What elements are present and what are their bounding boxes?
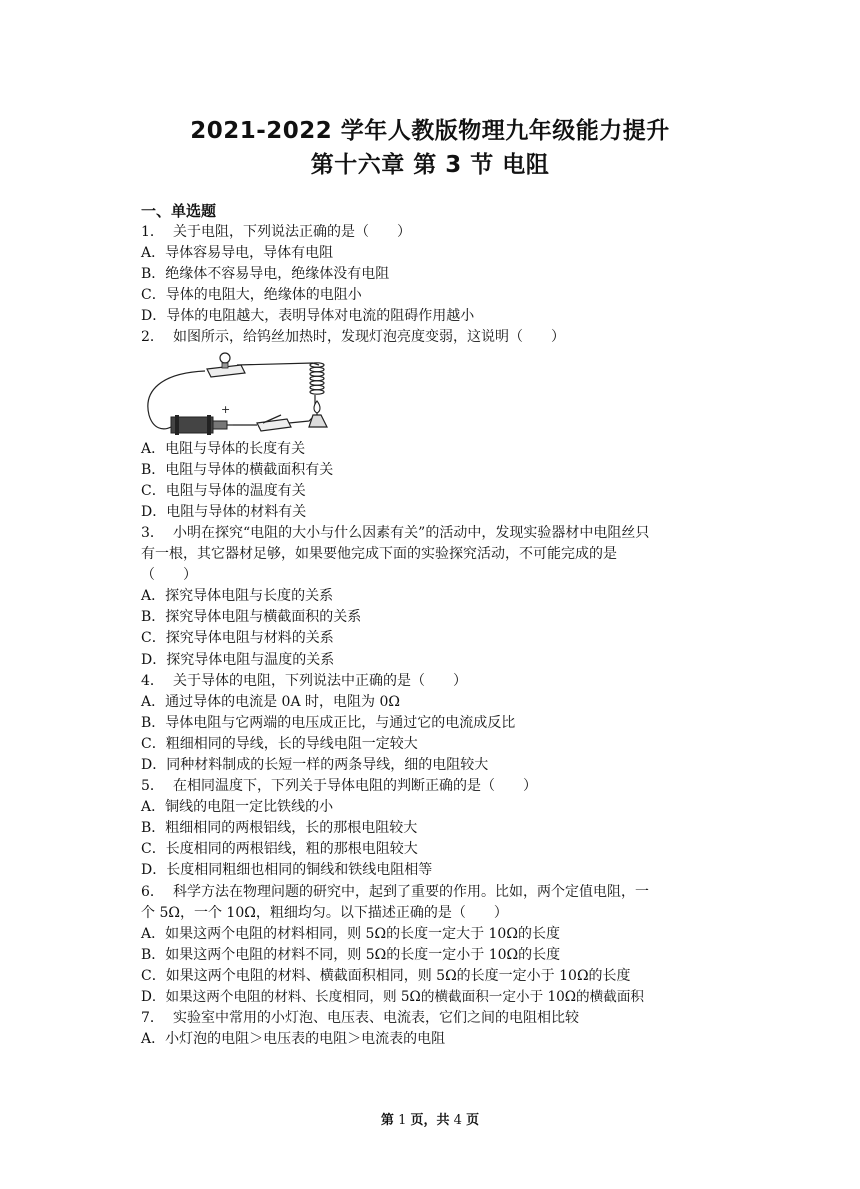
option-b: B．绝缘体不容易导电，绝缘体没有电阻 (141, 266, 390, 283)
option-d: D．导体的电阻越大，表明导体对电流的阻碍作用越小 (141, 308, 475, 325)
question-content (141, 200, 741, 1050)
question-stem (141, 327, 741, 348)
footer-middle: 页，共 (410, 1113, 450, 1128)
option-a: A．铜线的电阻一定比铁线的小 (141, 799, 334, 816)
question-number: 1． (141, 224, 164, 240)
page-footer (0, 1112, 860, 1130)
footer-total-pages: 4 (453, 1113, 462, 1128)
question-number: 3． (141, 524, 164, 541)
circuit-diagram-icon (141, 351, 341, 437)
question-text-continued: 个 5Ω，一个 10Ω，粗细均匀。以下描述正确的是（ ） (141, 904, 508, 921)
question-stem (141, 671, 741, 692)
option-b: B．探究导体电阻与横截面积的关系 (141, 609, 362, 626)
question-number: 6． (141, 883, 164, 900)
document-title: 2021-2022 学年人教版物理九年级能力提升 (190, 118, 670, 144)
option-d: D．如果这两个电阻的材料、长度相同，则 5Ω的横截面积一定小于 10Ω的横截面积 (141, 989, 645, 1005)
question-stem (141, 523, 741, 544)
question-stem (141, 776, 741, 797)
question-text-continued: （ ） (141, 567, 197, 584)
option-b: B．如果这两个电阻的材料不同，则 5Ω的长度一定小于 10Ω的长度 (141, 946, 561, 963)
question-text-continued: 有一根，其它器材足够，如果要他完成下面的实验探究活动，不可能完成的是 (141, 546, 617, 563)
option-a: A．如果这两个电阻的材料相同，则 5Ω的长度一定大于 10Ω的长度 (141, 925, 560, 942)
option-c: C．长度相同的两根铝线，粗的那根电阻较大 (141, 841, 418, 858)
question-text: 在相同温度下，下列关于导体电阻的判断正确的是（ ） (173, 778, 537, 795)
question-text: 关于电阻，下列说法正确的是（ ） (173, 224, 411, 240)
option-d: D．探究导体电阻与温度的关系 (141, 651, 335, 668)
question-text: 关于导体的电阻，下列说法中正确的是（ ） (173, 672, 467, 689)
question-text: 实验室中常用的小灯泡、电压表、电流表，它们之间的电阻相比较 (173, 1010, 579, 1027)
question-5 (141, 776, 741, 881)
option-d: D．同种材料制成的长短一样的两条导线，细的电阻较大 (141, 756, 489, 773)
document-subtitle: 第十六章 第 3 节 电阻 (310, 152, 550, 178)
circuit-figure-svg (141, 351, 341, 437)
question-number: 5． (141, 778, 164, 795)
option-c: C．电阻与导体的温度有关 (141, 482, 306, 499)
option-b: B．粗细相同的两根铝线，长的那根电阻较大 (141, 820, 418, 837)
question-7 (141, 1008, 741, 1050)
section-heading: 一、单选题 (141, 202, 217, 220)
question-number: 2． (141, 329, 164, 346)
option-a: A．通过导体的电流是 0A 时，电阻为 0Ω (141, 693, 400, 710)
footer-prefix: 第 (380, 1113, 394, 1128)
option-c: C．如果这两个电阻的材料、横截面积相同，则 5Ω的长度一定小于 10Ω的长度 (141, 967, 631, 984)
option-b: B．电阻与导体的横截面积有关 (141, 461, 334, 478)
question-4 (141, 671, 741, 776)
question-6 (141, 882, 741, 1009)
question-stem (141, 222, 741, 243)
footer-suffix: 页 (466, 1113, 480, 1128)
question-stem (141, 1008, 741, 1029)
question-1 (141, 222, 741, 327)
option-c: C．探究导体电阻与材料的关系 (141, 630, 334, 647)
option-d: D．长度相同粗细也相同的铜线和铁线电阻相等 (141, 862, 433, 879)
question-number: 7． (141, 1010, 164, 1027)
question-2 (141, 327, 741, 522)
option-a: A．电阻与导体的长度有关 (141, 440, 306, 457)
question-3 (141, 523, 741, 671)
battery-plus-sign: + (221, 402, 231, 416)
question-text: 小明在探究“电阻的大小与什么因素有关”的活动中，发现实验器材中电阻丝只 (173, 524, 650, 541)
question-stem (141, 882, 741, 903)
footer-page-number: 1 (398, 1113, 407, 1128)
question-number: 4． (141, 672, 164, 689)
option-b: B．导体电阻与它两端的电压成正比，与通过它的电流成反比 (141, 714, 516, 731)
option-c: C．粗细相同的导线，长的导线电阻一定较大 (141, 735, 418, 752)
option-a: A．探究导体电阻与长度的关系 (141, 588, 334, 605)
option-c: C．导体的电阻大，绝缘体的电阻小 (141, 287, 362, 304)
option-a: A．小灯泡的电阻＞电压表的电阻＞电流表的电阻 (141, 1031, 446, 1048)
question-text: 科学方法在物理问题的研究中，起到了重要的作用。比如，两个定值电阻，一 (173, 883, 649, 900)
option-d: D．电阻与导体的材料有关 (141, 503, 307, 520)
question-text: 如图所示，给钨丝加热时，发现灯泡亮度变弱，这说明（ ） (173, 329, 565, 346)
option-a: A．导体容易导电，导体有电阻 (141, 245, 334, 262)
